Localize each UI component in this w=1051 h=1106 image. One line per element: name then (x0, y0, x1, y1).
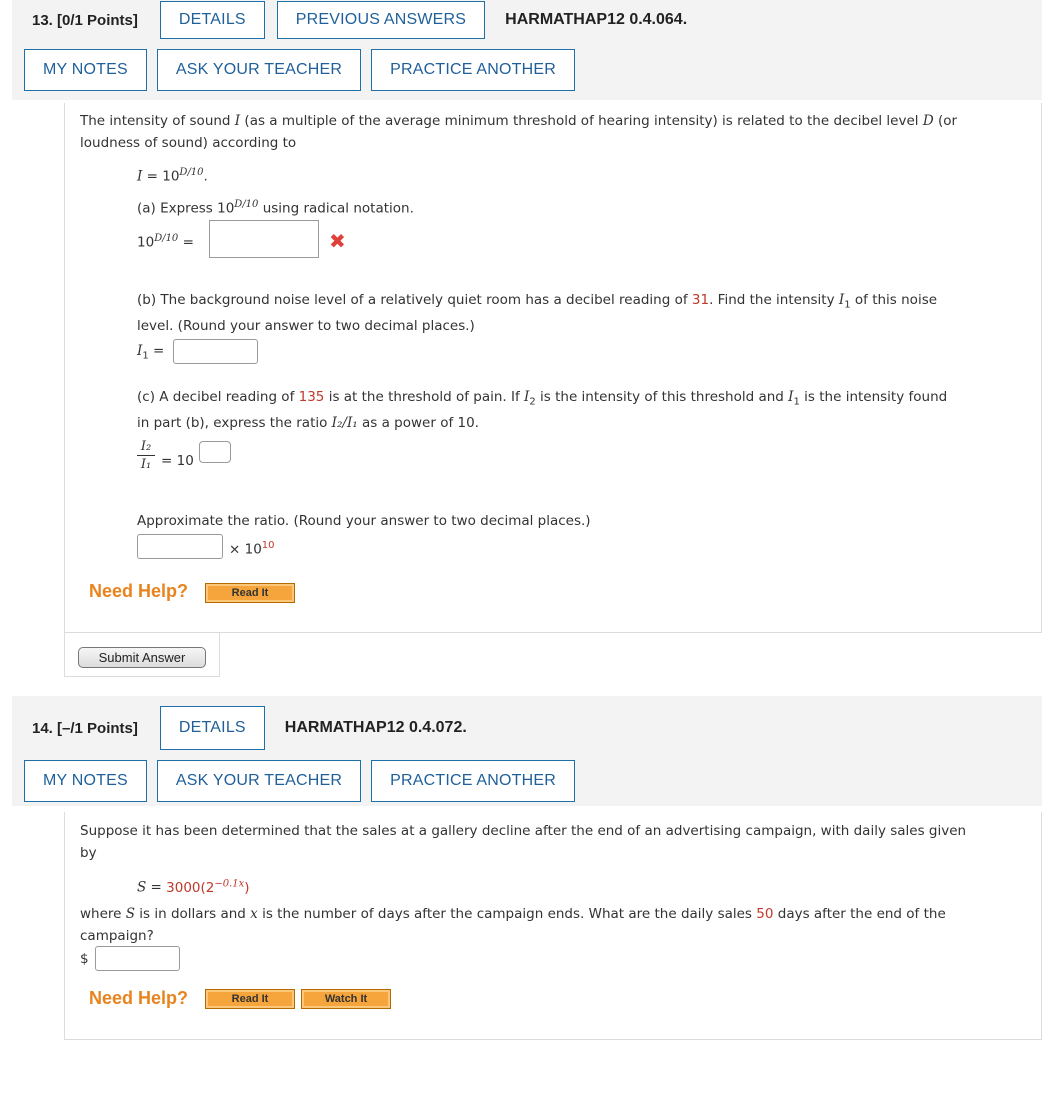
need-help-label: Need Help? (89, 988, 189, 1008)
dollar-sign: $ (80, 951, 89, 967)
details-button[interactable]: DETAILS (160, 1, 265, 39)
read-it-button[interactable]: Read It (205, 583, 295, 603)
ask-teacher-button[interactable]: ASK YOUR TEACHER (157, 760, 361, 802)
question-14-actions (24, 760, 585, 802)
problem-line-3: where S is in dollars and x is the number of days after the campaign ends. What are the daily sales 50 days after the end of the (80, 906, 946, 922)
daily-sales-answer-input[interactable] (95, 946, 180, 971)
read-it-button[interactable]: Read It (205, 989, 295, 1009)
my-notes-button[interactable]: MY NOTES (24, 49, 147, 91)
previous-answers-button[interactable]: PREVIOUS ANSWERS (277, 1, 485, 39)
incorrect-icon: ✖ (329, 229, 346, 253)
ratio-fraction (137, 439, 155, 472)
approx-power-label: × $10^{10}$ (229, 540, 275, 558)
submit-answer-button[interactable]: Submit Answer (78, 647, 206, 668)
problem-line-4: campaign? (80, 928, 154, 944)
question-13-actions (24, 49, 585, 91)
part-c-prompt-line-1: (c) A decibel reading of 135 is at the threshold of pain. If $I_2$ is the intensity of this threshold and $I_1$ is the intensity found (137, 389, 948, 408)
ratio-denominator: I₁ (140, 457, 152, 472)
ratio-equals: = 10 (161, 453, 194, 469)
my-notes-button[interactable]: MY NOTES (24, 760, 147, 802)
part-b-prompt-line-1: (b) The background noise level of a relatively quiet room has a decibel reading of 31. Find the intensity $I_1$ of this noise (137, 292, 938, 311)
part-c-prompt-line-2: in part (b), express the ratio I₂/I₁ as a power of 10. (137, 415, 479, 431)
ask-teacher-button[interactable]: ASK YOUR TEACHER (157, 49, 361, 91)
part-c-exponent-input[interactable] (199, 441, 231, 463)
watch-it-button[interactable]: Watch It (301, 989, 391, 1009)
intro-line-2: loudness of sound) according to (80, 135, 297, 151)
intensity-formula: $I = 10^{D/10}$. (137, 167, 208, 185)
question-code: HARMATHAP12 0.4.072. (284, 719, 467, 736)
approx-answer-input[interactable] (137, 534, 223, 559)
practice-another-button[interactable]: PRACTICE ANOTHER (371, 760, 575, 802)
fraction-bar (137, 455, 155, 456)
part-b-lhs: $I_1$ = (137, 343, 165, 362)
question-13-header (12, 0, 1042, 100)
details-button[interactable]: DETAILS (160, 706, 265, 750)
question-13-title-bar (12, 0, 687, 40)
part-b-answer-input[interactable] (173, 339, 258, 364)
problem-line-2: by (80, 845, 97, 861)
approx-prompt: Approximate the ratio. (Round your answer to two decimal places.) (137, 513, 591, 529)
intro-line-1: The intensity of sound I (as a multiple of the average minimum threshold of hearing intensity) is related to the decibel level D (or (80, 113, 958, 129)
part-a-lhs: $10^{D/10}$ = (137, 233, 194, 251)
part-a-prompt: (a) Express $10^{D/10}$ using radical notation. (137, 199, 414, 217)
part-b-prompt-line-2: level. (Round your answer to two decimal places.) (137, 318, 475, 334)
ratio-numerator: I₂ (140, 439, 152, 454)
question-13-body (64, 103, 1042, 633)
question-14-body (64, 812, 1042, 1040)
question-13-number: 13. [0/1 Points] (32, 11, 138, 29)
question-14-title-bar (12, 706, 467, 750)
question-14-number: 14. [–/1 Points] (32, 719, 138, 737)
part-a-answer-input[interactable] (209, 220, 319, 258)
sales-formula: $S = 3000(2^{-0.1x})$ (137, 878, 250, 896)
problem-line-1: Suppose it has been determined that the sales at a gallery decline after the end of an advertising campaign, with daily sales given (80, 823, 967, 839)
question-14-header (12, 696, 1042, 806)
need-help-label: Need Help? (89, 581, 189, 601)
question-code: HARMATHAP12 0.4.064. (505, 11, 688, 28)
practice-another-button[interactable]: PRACTICE ANOTHER (371, 49, 575, 91)
